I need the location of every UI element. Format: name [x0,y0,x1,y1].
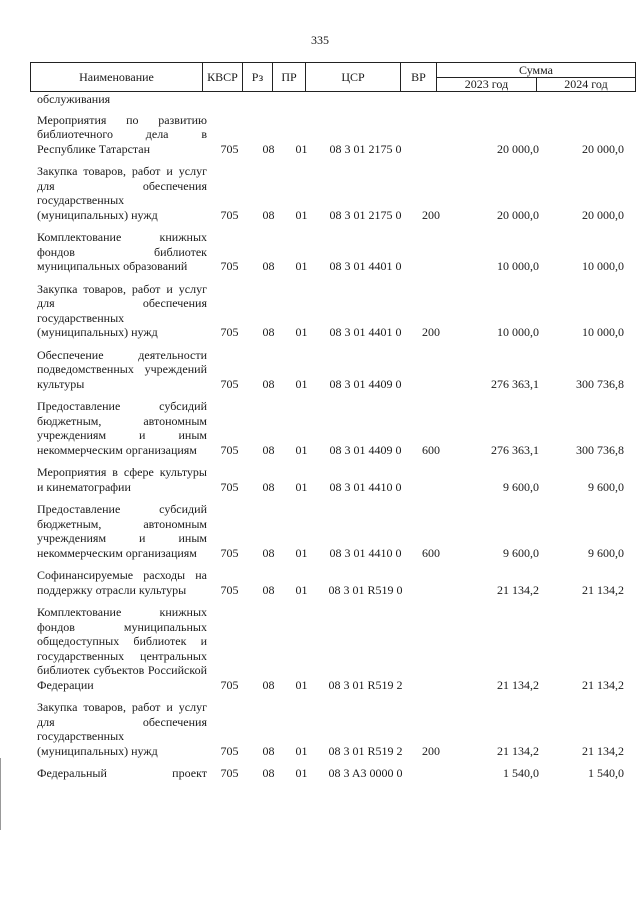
row-csr: 08 3 01 4409 0 [329,376,402,391]
row-rz: 08 [262,479,275,494]
table-row [30,113,636,157]
row-kvsr: 705 [220,677,239,692]
row-name: Софинансируемые расходы на поддержку отрасли культуры [37,568,207,597]
row-sum-2024: 1 540,0 [588,766,624,780]
row-name: Мероприятия по развитию библиотечного дела в Республике Татарстан [37,112,207,156]
row-csr: 08 3 A3 0000 0 [328,766,403,780]
row-vr: 200 [422,743,440,758]
row-sum-2024: 21 134,2 [582,582,624,597]
row-rz: 08 [262,325,275,339]
row-csr: 08 3 01 4410 0 [329,479,402,494]
row-sum-2023: 9 600,0 [503,545,539,560]
table-row [30,164,636,222]
table-row [30,282,636,340]
table-body [30,92,636,789]
row-sum-2023: 20 000,0 [497,207,539,222]
row-name: Мероприятия в сфере культуры и кинематографии [37,465,207,494]
table-header [30,62,636,92]
header-sum: Сумма [437,63,635,78]
scan-edge-line [0,758,1,830]
row-vr: 600 [422,545,440,560]
row-pr: 01 [295,582,308,597]
row-sum-2023: 9 600,0 [503,479,539,494]
row-rz: 08 [262,766,275,780]
row-rz: 08 [262,442,275,457]
row-sum-2024: 300 736,8 [576,376,624,391]
table-row [30,348,636,392]
header-year-2023: 2023 год [437,78,537,91]
row-sum-2023: 20 000,0 [497,141,539,156]
header-rz: Рз [243,63,273,91]
row-pr: 01 [295,545,308,560]
row-rz: 08 [262,376,275,391]
row-pr: 01 [295,141,308,156]
row-sum-2024: 9 600,0 [588,545,624,560]
header-vr: ВР [401,63,437,91]
row-kvsr: 705 [220,545,239,560]
row-csr: 08 3 01 4401 0 [329,259,402,273]
row-sum-2024: 300 736,8 [576,442,624,457]
header-csr: ЦСР [306,63,401,91]
row-csr: 08 3 01 2175 0 [329,141,402,156]
row-name: Закупка товаров, работ и услуг для обеспечения государственных (муниципальных) нужд [37,281,207,339]
row-kvsr: 705 [220,442,239,457]
row-pr: 01 [295,677,308,692]
row-name: Предоставление субсидий бюджетным, автономным учреждениям и иным некоммерческим организациям [37,399,207,457]
row-pr: 01 [295,766,308,780]
table-row [30,230,636,274]
row-name: обслуживания [37,92,111,106]
row-csr: 08 3 01 4401 0 [329,325,402,339]
row-sum-2023: 1 540,0 [503,766,539,780]
row-sum-2024: 20 000,0 [582,141,624,156]
row-sum-2024: 21 134,2 [582,743,624,758]
header-name: Наименование [31,63,203,91]
row-csr: 08 3 01 2175 0 [329,207,402,222]
table-row [30,568,636,597]
row-sum-2024: 21 134,2 [582,677,624,692]
row-sum-2023: 276 363,1 [491,376,539,391]
row-pr: 01 [295,442,308,457]
table-row [30,502,636,560]
row-vr: 200 [422,325,440,339]
row-name: Предоставление субсидий бюджетным, автономным учреждениям и иным некоммерческим организациям [37,502,207,560]
row-vr: 600 [422,442,440,457]
row-rz: 08 [262,545,275,560]
row-kvsr: 705 [220,376,239,391]
row-pr: 01 [295,207,308,222]
row-sum-2024: 9 600,0 [588,479,624,494]
table-row [30,700,636,758]
row-name: Федеральный проект [37,766,207,780]
row-kvsr: 705 [220,141,239,156]
row-rz: 08 [262,207,275,222]
row-sum-2024: 10 000,0 [582,259,624,273]
row-csr: 08 3 01 R519 2 [328,677,403,692]
row-kvsr: 705 [220,582,239,597]
row-pr: 01 [295,376,308,391]
row-kvsr: 705 [220,743,239,758]
table-row [30,766,636,781]
header-pr: ПР [273,63,306,91]
row-name: Комплектование книжных фондов муниципальных общедоступных библиотек и государственных центральных библиотек субъектов Российской Федерации [37,605,207,692]
row-kvsr: 705 [220,766,239,780]
row-sum-2023: 276 363,1 [491,442,539,457]
row-csr: 08 3 01 4409 0 [329,442,402,457]
row-vr: 200 [422,207,440,222]
row-sum-2023: 21 134,2 [497,677,539,692]
row-sum-2024: 10 000,0 [582,325,624,339]
row-name: Закупка товаров, работ и услуг для обеспечения государственных (муниципальных) нужд [37,700,207,758]
row-sum-2023: 21 134,2 [497,743,539,758]
table-row [30,605,636,692]
row-csr: 08 3 01 4410 0 [329,545,402,560]
row-sum-2023: 10 000,0 [497,259,539,273]
row-rz: 08 [262,582,275,597]
row-name: Закупка товаров, работ и услуг для обеспечения государственных (муниципальных) нужд [37,164,207,222]
row-kvsr: 705 [220,479,239,494]
row-sum-2023: 10 000,0 [497,325,539,339]
row-rz: 08 [262,259,275,273]
row-name: Обеспечение деятельности подведомственных учреждений культуры [37,347,207,391]
header-year-2024: 2024 год [564,77,608,91]
row-pr: 01 [295,479,308,494]
row-kvsr: 705 [220,207,239,222]
header-kvsr: КВСР [203,63,243,91]
row-sum-2024: 20 000,0 [582,207,624,222]
row-rz: 08 [262,743,275,758]
row-sum-2023: 21 134,2 [497,582,539,597]
row-csr: 08 3 01 R519 0 [328,582,403,597]
row-kvsr: 705 [220,259,239,273]
row-rz: 08 [262,677,275,692]
page-number: 335 [311,33,329,47]
row-pr: 01 [295,259,308,273]
row-pr: 01 [295,325,308,339]
row-csr: 08 3 01 R519 2 [328,743,403,758]
row-kvsr: 705 [220,325,239,339]
table-row [30,399,636,457]
row-pr: 01 [295,743,308,758]
row-name: Комплектование книжных фондов библиотек муниципальных образований [37,230,207,273]
row-rz: 08 [262,141,275,156]
table-row [30,465,636,494]
table-row [30,92,636,107]
